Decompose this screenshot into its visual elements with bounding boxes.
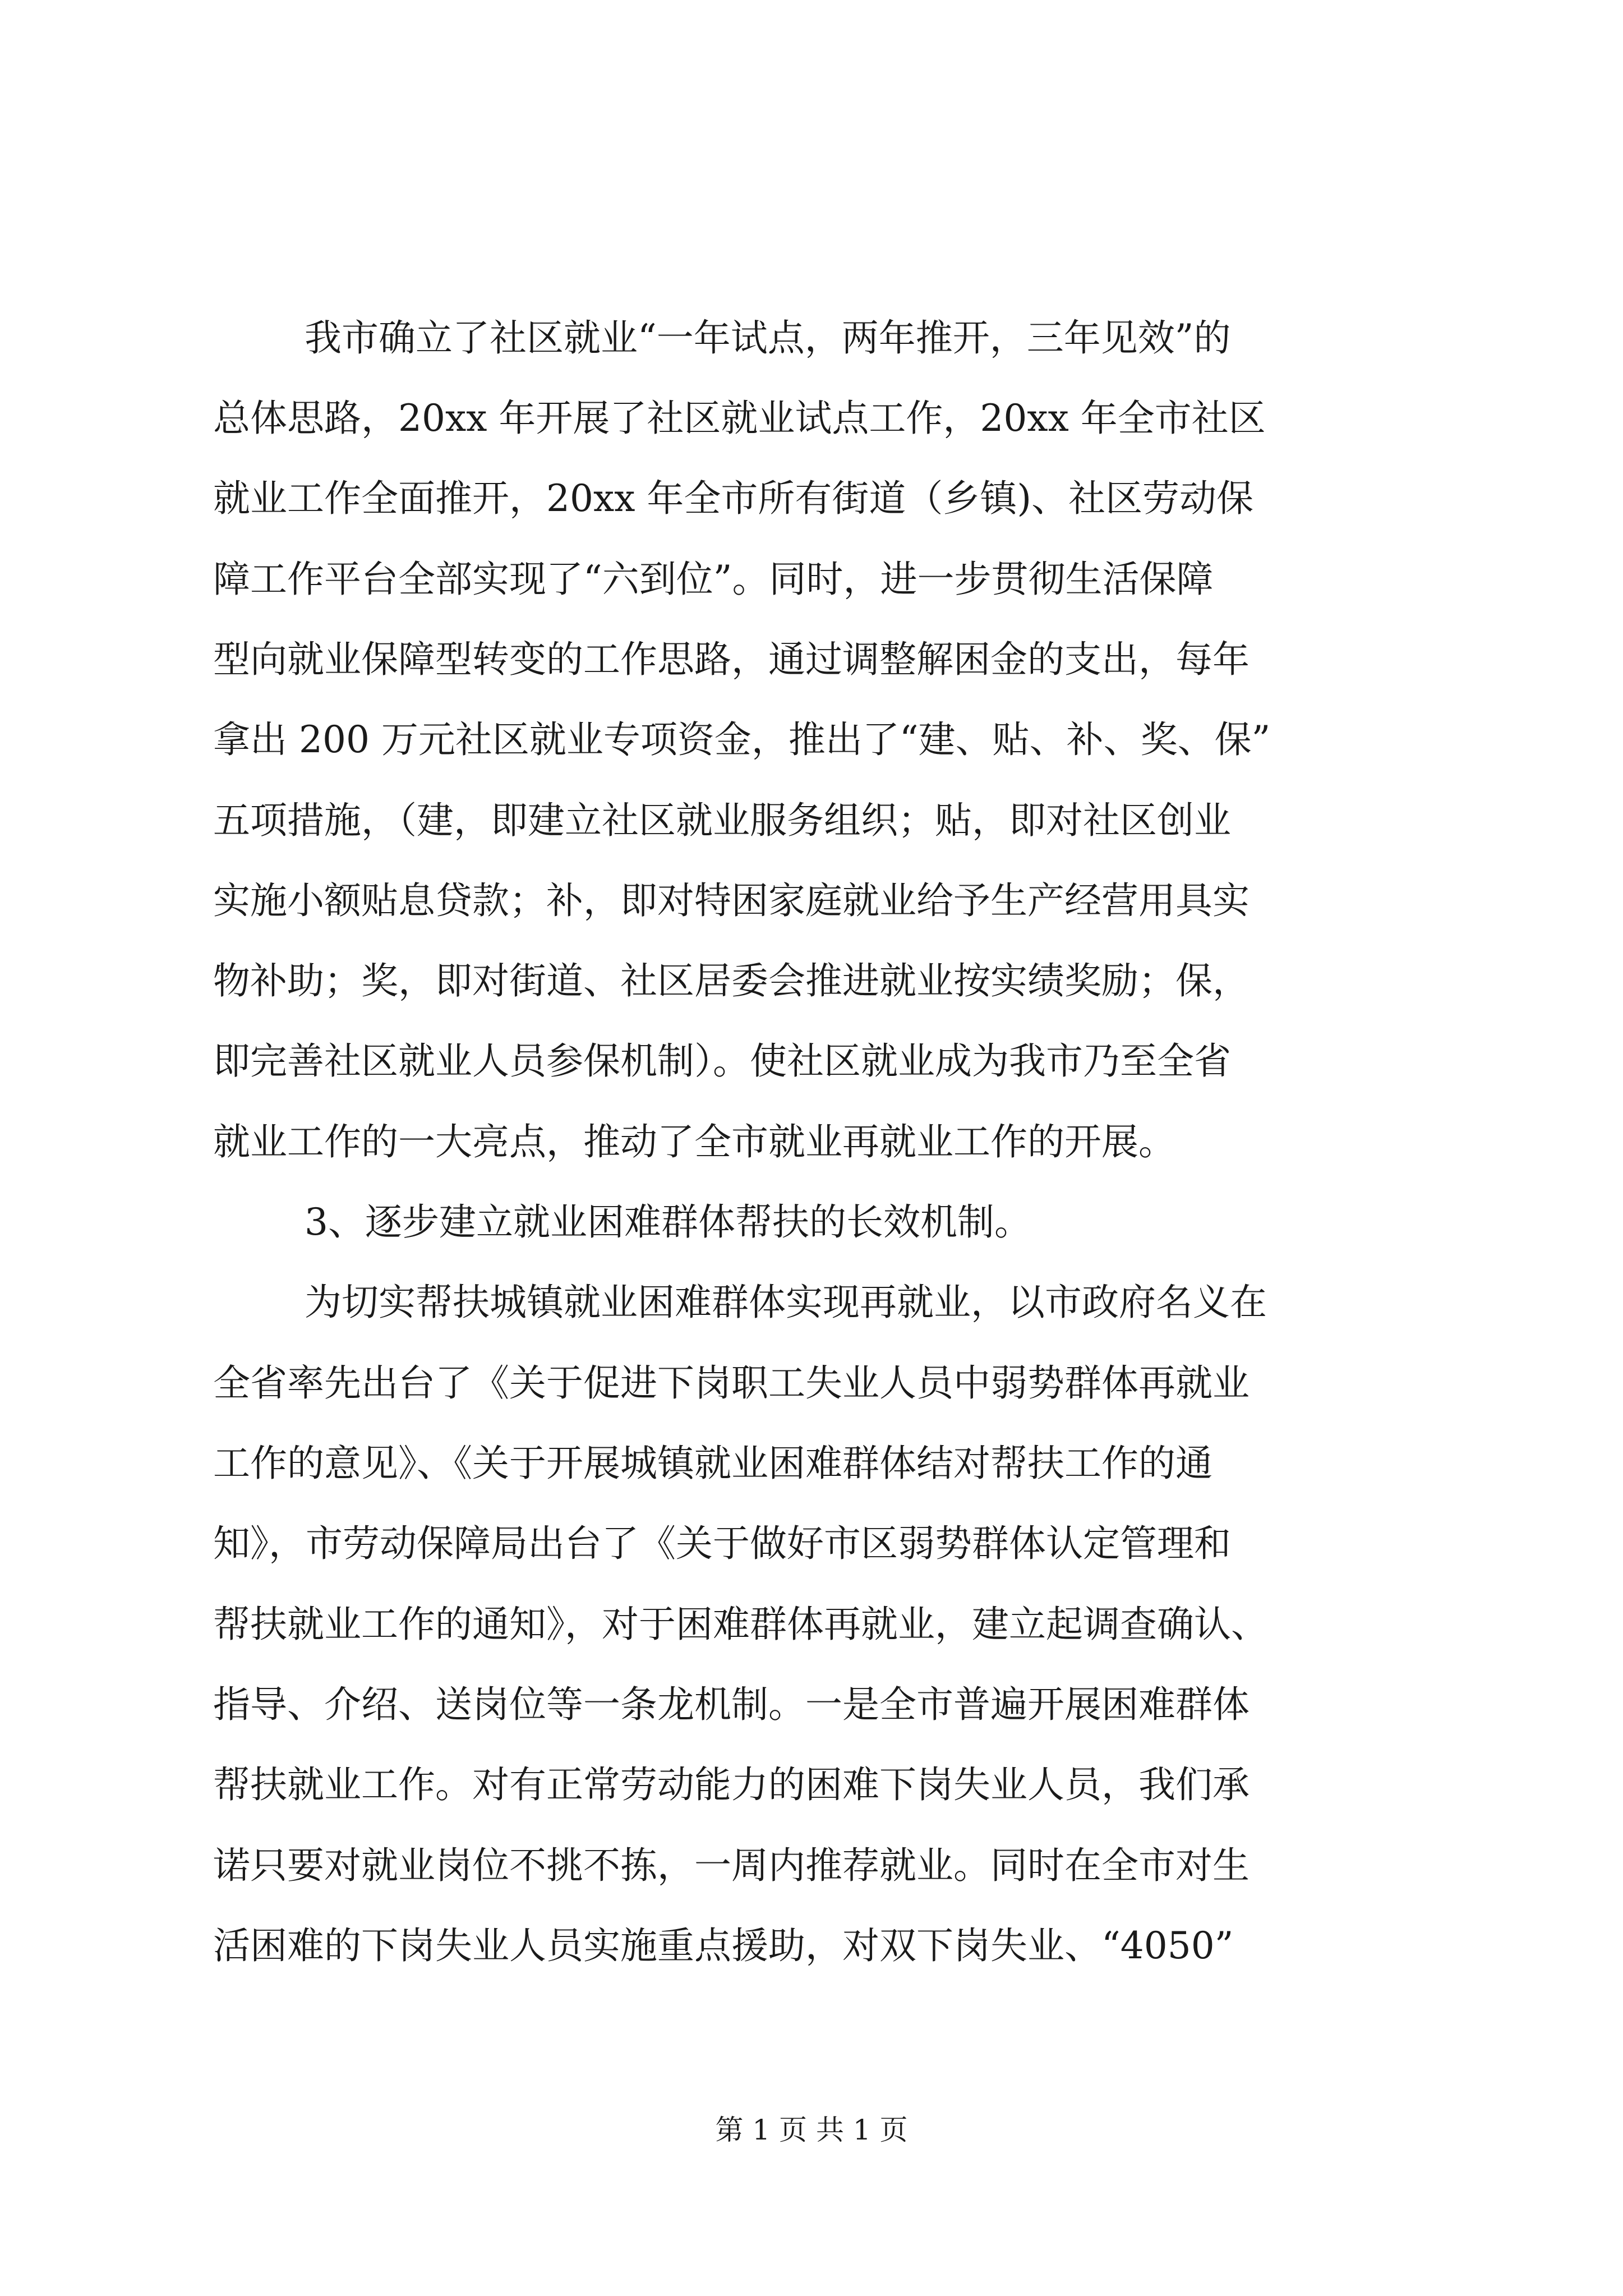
line-text: 就业工作全面推开，20xx 年全市所有街道（乡镇)、社区劳动保 [213, 477, 1254, 520]
text-line [0, 316, 1623, 361]
line-text: 帮扶就业工作。对有正常劳动能力的困难下岗失业人员，我们承 [213, 1763, 1249, 1806]
text-line [0, 1039, 1623, 1084]
line-text: 总体思路，20xx 年开展了社区就业试点工作，20xx 年全市社区 [213, 397, 1266, 440]
section-heading [0, 1200, 1623, 1245]
text-line [0, 1361, 1623, 1406]
page-footer: 第 1 页 共 1 页 [715, 2114, 908, 2146]
line-text: 工作的意见》、《关于开展城镇就业困难群体结对帮扶工作的通 [213, 1442, 1212, 1485]
text-line [0, 476, 1623, 521]
text-line [0, 1521, 1623, 1566]
line-text: 3、逐步建立就业困难群体帮扶的长效机制。 [305, 1200, 1031, 1244]
line-text: 就业工作的一大亮点，推动了全市就业再就业工作的开展。 [213, 1120, 1175, 1163]
line-text: 帮扶就业工作的通知》，对于困难群体再就业，建立起调查确认、 [213, 1603, 1268, 1646]
text-line [0, 396, 1623, 441]
text-line [0, 557, 1623, 602]
line-text: 型向就业保障型转变的工作思路，通过调整解困金的支出，每年 [213, 638, 1249, 681]
text-line [0, 1441, 1623, 1486]
text-line [0, 717, 1623, 762]
line-text: 实施小额贴息贷款；补，即对特困家庭就业给予生产经营用具实 [213, 879, 1249, 922]
text-line [0, 1843, 1623, 1888]
text-line [0, 1763, 1623, 1807]
line-text: 我市确立了社区就业“一年试点，两年推开，三年见效”的 [305, 316, 1231, 360]
line-text: 即完善社区就业人员参保机制）。使社区就业成为我市乃至全省 [213, 1039, 1231, 1083]
text-line [0, 1924, 1623, 1968]
line-text: 为切实帮扶城镇就业困难群体实现再就业，以市政府名义在 [305, 1281, 1267, 1324]
text-line [0, 1120, 1623, 1165]
line-text: 拿出 200 万元社区就业专项资金，推出了“建、贴、补、奖、保” [213, 718, 1271, 761]
text-line [0, 637, 1623, 682]
line-text: 五项措施，（建，即建立社区就业服务组织；贴，即对社区创业 [213, 799, 1231, 842]
line-text: 障工作平台全部实现了“六到位”。同时，进一步贯彻生活保障 [213, 558, 1214, 601]
text-line [0, 1602, 1623, 1647]
text-line [0, 798, 1623, 843]
line-text: 活困难的下岗失业人员实施重点援助，对双下岗失业、“4050” [213, 1924, 1234, 1967]
line-text: 知》，市劳动保障局出台了《关于做好市区弱势群体认定管理和 [213, 1522, 1231, 1565]
line-text: 物补助；奖，即对街道、社区居委会推进就业按实绩奖励；保， [213, 959, 1249, 1002]
line-text: 全省率先出台了《关于促进下岗职工失业人员中弱势群体再就业 [213, 1361, 1249, 1405]
text-line [0, 1682, 1623, 1727]
line-text: 指导、介绍、送岗位等一条龙机制。一是全市普遍开展困难群体 [213, 1683, 1249, 1726]
text-line [0, 878, 1623, 923]
text-line [0, 959, 1623, 1004]
line-text: 诺只要对就业岗位不挑不拣，一周内推荐就业。同时在全市对生 [213, 1844, 1249, 1887]
text-line [0, 1280, 1623, 1325]
